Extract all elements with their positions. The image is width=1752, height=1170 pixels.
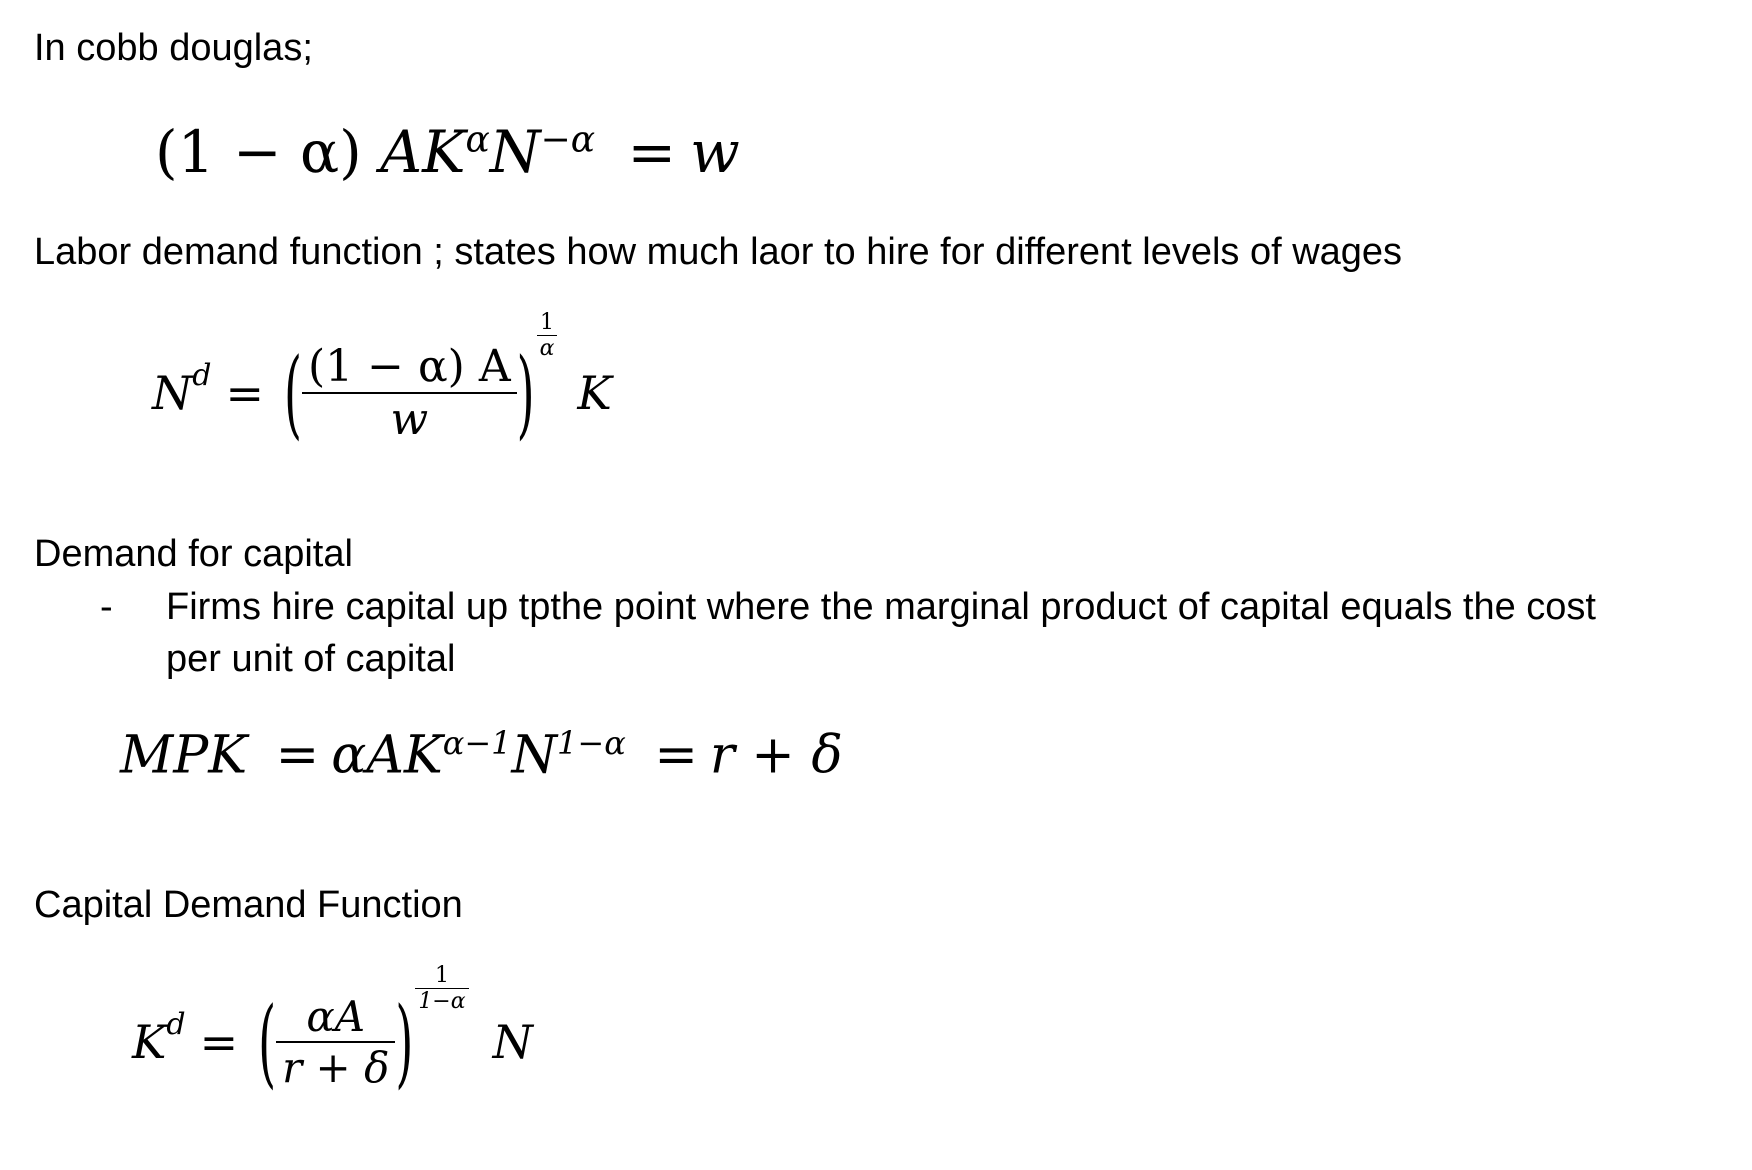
capital-demand-heading: Demand for capital xyxy=(34,533,353,575)
labor-demand-heading: Labor demand function ; states how much laor to hire for different levels of wages xyxy=(34,231,1403,273)
eq3-K: K xyxy=(403,725,443,786)
eq2-exponent-numerator: 1 xyxy=(537,310,558,336)
eq4-right-paren: ) xyxy=(395,985,414,1099)
equation-mpk xyxy=(120,724,843,785)
eq1-paren: (1 − α) xyxy=(155,118,362,186)
eq3-alpha-A: αA xyxy=(331,725,404,786)
eq2-K: K xyxy=(577,366,612,420)
eq2-denominator: w xyxy=(390,394,429,445)
eq4-exponent xyxy=(415,963,468,1014)
eq2-equals: = xyxy=(225,366,265,420)
eq4-left-paren: ( xyxy=(258,985,277,1099)
eq2-superscript: d xyxy=(192,357,212,393)
eq4-exponent-denominator: 1−α xyxy=(418,988,466,1014)
eq1-A: A xyxy=(380,118,423,186)
eq3-N: N xyxy=(511,725,558,786)
eq2-fraction xyxy=(302,341,517,445)
eq3-N-exponent: 1−α xyxy=(557,724,626,762)
intro-text: In cobb douglas; xyxy=(34,27,313,69)
equation-wage xyxy=(155,118,740,186)
eq1-N: N xyxy=(489,118,541,186)
eq4-superscript: d xyxy=(166,1006,186,1042)
eq3-equals-2: = xyxy=(654,725,698,786)
eq1-K-exponent: α xyxy=(465,119,490,161)
bullet-marker: - xyxy=(100,586,113,628)
capital-function-heading: Capital Demand Function xyxy=(34,884,463,926)
eq4-N: N xyxy=(492,1015,533,1069)
equation-capital-demand xyxy=(132,962,533,1112)
eq4-K: K xyxy=(132,1015,167,1069)
eq2-N: N xyxy=(152,366,193,420)
bullet-text-line1: Firms hire capital up tpthe point where the marginal product of capital equals the cost xyxy=(166,586,1596,628)
eq4-exponent-numerator: 1 xyxy=(415,963,468,989)
eq1-equals: = xyxy=(627,118,677,186)
eq2-numerator: (1 − α) A xyxy=(302,341,517,394)
eq3-rhs: r + δ xyxy=(709,725,843,786)
eq3-MPK: MPK xyxy=(120,725,248,786)
eq4-numerator: αA xyxy=(276,992,395,1043)
eq2-right-paren: ) xyxy=(516,336,535,450)
eq2-exponent xyxy=(537,310,558,361)
eq3-equals-1: = xyxy=(275,725,320,786)
eq2-exponent-denominator: α xyxy=(539,335,555,361)
eq3-K-exponent: α−1 xyxy=(442,724,512,762)
eq1-K: K xyxy=(422,118,466,186)
eq4-equals: = xyxy=(199,1015,239,1069)
eq2-left-paren: ( xyxy=(284,336,302,450)
eq1-N-exponent: −α xyxy=(540,119,596,161)
eq4-denominator: r + δ xyxy=(282,1043,390,1092)
eq1-w: w xyxy=(690,118,740,186)
equation-labor-demand xyxy=(152,309,612,468)
eq4-fraction xyxy=(276,992,395,1092)
bullet-text-line2: per unit of capital xyxy=(166,638,456,680)
